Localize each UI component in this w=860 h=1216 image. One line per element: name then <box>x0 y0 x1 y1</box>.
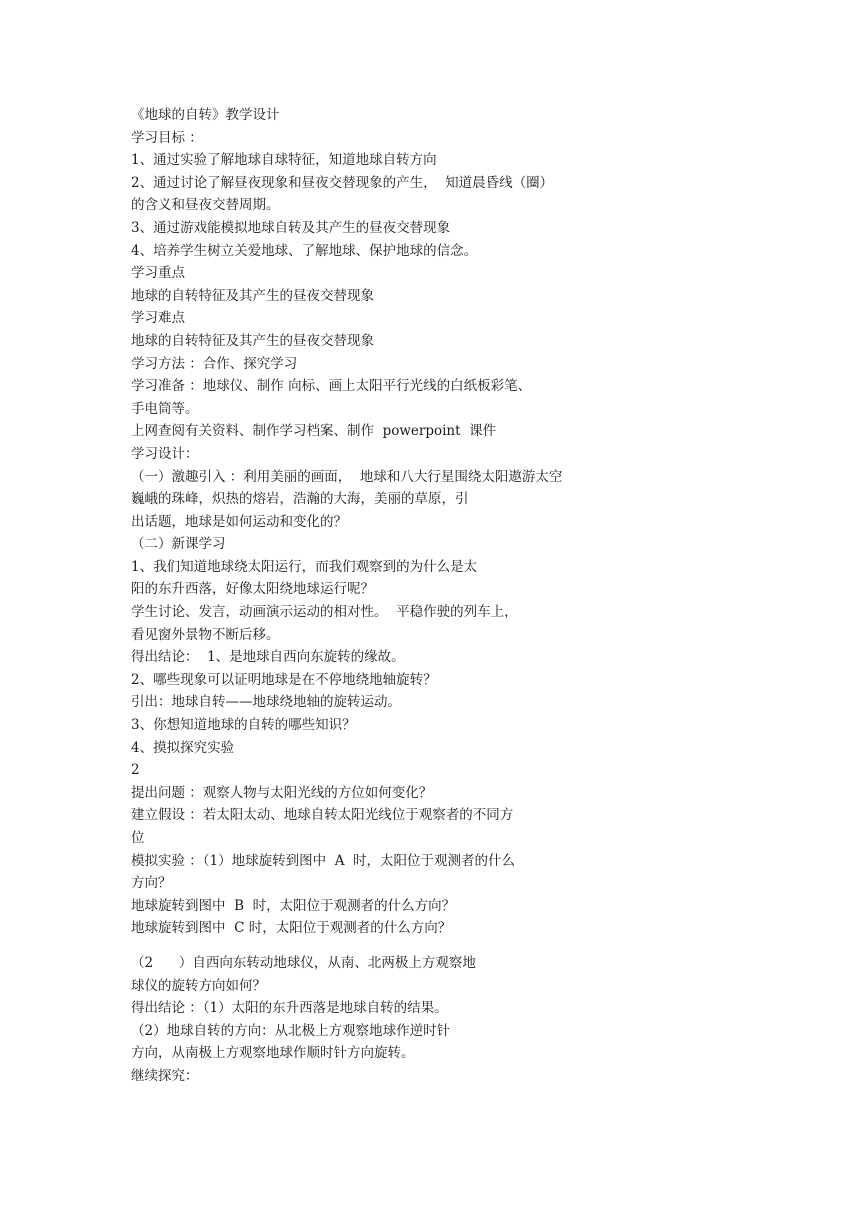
paragraph-gap <box>131 940 751 952</box>
text-line: 巍峨的珠峰，炽热的熔岩，浩瀚的大海，美丽的草原，引 <box>131 491 469 508</box>
text-line: 的含义和昼夜交替周期。 <box>131 197 280 214</box>
text-line: 方向？ <box>131 875 172 892</box>
text-line: 1、通过实验了解地球自球特征，知道地球自转方向 <box>131 152 437 169</box>
text-line: 1、我们知道地球绕太阳运行，而我们观察到的为什么是太 <box>131 558 478 575</box>
text-line: 4、摸拟探究实验 <box>131 739 235 756</box>
document-title: 《地球的自转》教学设计 <box>131 107 280 123</box>
text-line: 2、通过讨论了解昼夜现象和昼夜交替现象的产生， 知道晨昏线（圈） <box>131 174 554 191</box>
text-line: 地球旋转到图中 B 时，太阳位于观测者的什么方向？ <box>131 897 456 914</box>
text-line: 位 <box>131 830 145 846</box>
text-line: 引出：地球自转——地球绕地轴的旋转运动。 <box>131 694 401 711</box>
text-line: 3、通过游戏能模拟地球自转及其产生的昼夜交替现象 <box>131 219 451 236</box>
text-line: 学生讨论、发言，动画演示运动的相对性。 平稳作驶的列车上， <box>131 604 518 621</box>
text-line: 手电筒等。 <box>131 400 199 417</box>
text-line: 模拟实验 ：（1）地球旋转到图中 A 时，太阳位于观测者的什么 <box>131 852 516 869</box>
text-line: 3、你想知道地球的自转的哪些知识？ <box>131 717 356 734</box>
text-line: 得出结论 ：（1）太阳的东升西落是地球自转的结果。 <box>131 1000 448 1017</box>
document-section-1 <box>131 127 751 940</box>
text-line: 4、培养学生树立关爱地球、了解地球、保护地球的信念。 <box>131 242 478 259</box>
text-line: 2 <box>131 762 140 779</box>
text-line: 建立假设 ：若太阳太动、地球自转太阳光线位于观察者的不同方 <box>131 807 514 824</box>
text-line: 学习目标 ： <box>131 129 203 146</box>
text-line: 学习方法 ：合作、探究学习 <box>131 355 298 372</box>
text-line: 出话题，地球是如何运动和变化的？ <box>131 513 347 530</box>
text-line: 方向，从南极上方观察地球作顺时针方向旋转。 <box>131 1045 415 1062</box>
text-line: 看见窗外景物不断后移。 <box>131 626 280 643</box>
text-line: 学习难点 <box>131 310 185 327</box>
text-line: 球仪的旋转方向如何？ <box>131 977 266 994</box>
text-line: （2 ）自西向东转动地球仪，从南、北两极上方观察地 <box>131 954 476 971</box>
text-line: （一）激趣引入 ：利用美丽的画面， 地球和八大行星围绕太阳遨游太空 <box>131 468 563 485</box>
text-line: 继续探究： <box>131 1067 199 1084</box>
text-line: 得出结论： 1、是地球自西向东旋转的缘故。 <box>131 649 405 666</box>
text-line: 学习重点 <box>131 265 185 282</box>
text-line: 学习设计： <box>131 445 199 462</box>
text-line: 提出问题 ：观察人物与太阳光线的方位如何变化？ <box>131 784 433 801</box>
document-section-2 <box>131 952 751 1088</box>
text-line: 地球的自转特征及其产生的昼夜交替现象 <box>131 332 374 349</box>
text-line: 阳的东升西落，好像太阳绕地球运行呢？ <box>131 581 374 598</box>
text-line: （2）地球自转的方向：从北极上方观察地球作逆时针 <box>131 1022 451 1039</box>
text-line: （二）新课学习 <box>131 536 226 553</box>
text-line: 地球的自转特征及其产生的昼夜交替现象 <box>131 287 374 304</box>
text-line: 2、哪些现象可以证明地球是在不停地绕地轴旋转？ <box>131 671 437 688</box>
text-line: 学习准备 ：地球仪、制作 向标、画上太阳平行光线的白纸板彩笔、 <box>131 378 532 395</box>
text-line: 地球旋转到图中 C 时，太阳位于观测者的什么方向？ <box>131 920 452 937</box>
text-line: 上网查阅有关资料、制作学习档案、制作 powerpoint 课件 <box>131 423 497 440</box>
document-body <box>131 104 751 1088</box>
